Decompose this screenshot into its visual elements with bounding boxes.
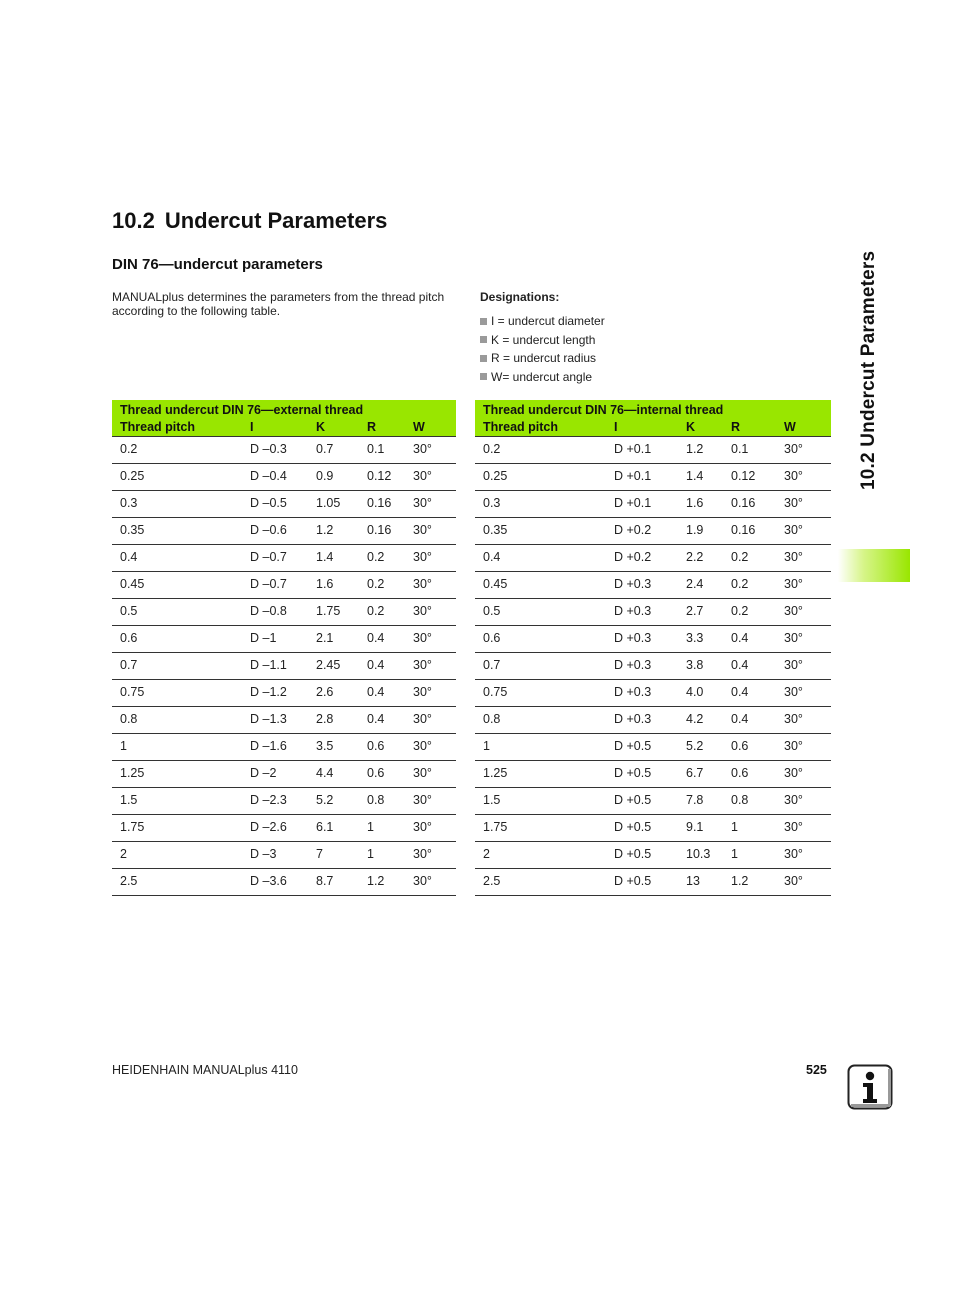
table-cell: D –3	[242, 842, 308, 869]
square-bullet-icon	[480, 318, 487, 325]
table-cell: 1	[723, 842, 776, 869]
table-row	[475, 869, 831, 896]
table-cell: 30°	[405, 545, 456, 572]
table-cell: D –0.7	[242, 545, 308, 572]
table-cell: 1.6	[308, 572, 359, 599]
table-cell: 2.5	[112, 869, 242, 896]
table-cell: 0.8	[475, 707, 606, 734]
table-cell: 6.7	[678, 761, 723, 788]
designation-item	[480, 349, 830, 368]
table-row	[112, 491, 456, 518]
table-cell: 30°	[776, 572, 831, 599]
table-cell: 30°	[776, 707, 831, 734]
table-cell: D +0.2	[606, 545, 678, 572]
table-cell: 30°	[776, 653, 831, 680]
table-cell: 0.12	[359, 464, 405, 491]
table-row	[475, 842, 831, 869]
table-cell: D +0.1	[606, 464, 678, 491]
table-cell: 4.4	[308, 761, 359, 788]
table-cell: 0.4	[475, 545, 606, 572]
table-cell: 0.16	[359, 491, 405, 518]
table-cell: 2.1	[308, 626, 359, 653]
table-cell: D +0.5	[606, 761, 678, 788]
table-cell: D –0.6	[242, 518, 308, 545]
table-cell: 30°	[405, 437, 456, 464]
table-cell: D +0.3	[606, 626, 678, 653]
designation-item	[480, 312, 830, 331]
table-cell: 30°	[405, 707, 456, 734]
table-cell: 13	[678, 869, 723, 896]
table-cell: 0.2	[723, 572, 776, 599]
table-cell: 1	[112, 734, 242, 761]
table-cell: 0.2	[359, 545, 405, 572]
table-row	[112, 707, 456, 734]
table-cell: 30°	[776, 545, 831, 572]
table-cell: 0.2	[112, 437, 242, 464]
table-cell: 0.1	[359, 437, 405, 464]
table-cell: D –0.7	[242, 572, 308, 599]
designations-list	[480, 312, 830, 386]
table-cell: 30°	[405, 680, 456, 707]
table-cell: 0.3	[112, 491, 242, 518]
table-cell: 1.5	[112, 788, 242, 815]
table-row	[475, 464, 831, 491]
table-cell: 0.3	[475, 491, 606, 518]
table-row	[475, 626, 831, 653]
table-cell: 30°	[776, 761, 831, 788]
designation-text: I = undercut diameter	[491, 314, 605, 329]
chapter-tab-marker	[838, 549, 910, 582]
table-caption: Thread undercut DIN 76—external thread	[112, 400, 456, 418]
table-cell: 0.35	[475, 518, 606, 545]
table-cell: 30°	[776, 518, 831, 545]
table-row	[112, 437, 456, 464]
footer-product-name: HEIDENHAIN MANUALplus 4110	[112, 1063, 298, 1077]
table-cell: 30°	[776, 815, 831, 842]
table-cell: 0.8	[112, 707, 242, 734]
table-cell: 30°	[405, 734, 456, 761]
table-cell: 30°	[776, 464, 831, 491]
table-cell: 30°	[776, 869, 831, 896]
table-cell: D +0.3	[606, 599, 678, 626]
table-cell: D –1.2	[242, 680, 308, 707]
table-cell: 7.8	[678, 788, 723, 815]
table-cell: 2.6	[308, 680, 359, 707]
column-header: K	[678, 418, 723, 437]
table-cell: 0.16	[723, 491, 776, 518]
table-cell: 0.5	[475, 599, 606, 626]
table-cell: 30°	[405, 599, 456, 626]
section-number: 10.2	[112, 208, 155, 233]
table-cell: D +0.3	[606, 707, 678, 734]
table-cell: 30°	[405, 815, 456, 842]
table-cell: D –2	[242, 761, 308, 788]
table-cell: 1.4	[308, 545, 359, 572]
table-cell: 30°	[405, 869, 456, 896]
table-cell: 30°	[405, 491, 456, 518]
table-cell: 1	[359, 815, 405, 842]
table-row	[475, 680, 831, 707]
table-cell: 1.05	[308, 491, 359, 518]
table-cell: 30°	[405, 842, 456, 869]
table-cell: 1.4	[678, 464, 723, 491]
table-cell: 1.25	[112, 761, 242, 788]
page-number: 525	[806, 1063, 827, 1077]
table-cell: D +0.5	[606, 734, 678, 761]
table-row	[475, 437, 831, 464]
table-cell: 4.0	[678, 680, 723, 707]
table-cell: 1.2	[359, 869, 405, 896]
table-cell: 5.2	[308, 788, 359, 815]
table-cell: 30°	[776, 626, 831, 653]
table-cell: 0.4	[723, 680, 776, 707]
table-cell: 0.25	[475, 464, 606, 491]
table-cell: 30°	[405, 653, 456, 680]
column-header: R	[359, 418, 405, 437]
table-cell: D +0.3	[606, 653, 678, 680]
table-row	[475, 734, 831, 761]
table-cell: 0.45	[112, 572, 242, 599]
table-row	[475, 491, 831, 518]
table-cell: 1.6	[678, 491, 723, 518]
table-cell: 0.7	[308, 437, 359, 464]
table-cell: D +0.3	[606, 572, 678, 599]
table-cell: D +0.1	[606, 491, 678, 518]
table-cell: 0.9	[308, 464, 359, 491]
info-icon	[847, 1064, 893, 1110]
table-cell: D –1	[242, 626, 308, 653]
table-row	[475, 653, 831, 680]
square-bullet-icon	[480, 355, 487, 362]
table-cell: 1.2	[308, 518, 359, 545]
table-row	[112, 599, 456, 626]
table-caption: Thread undercut DIN 76—internal thread	[475, 400, 831, 418]
column-header: I	[242, 418, 308, 437]
table-cell: 0.4	[359, 626, 405, 653]
table-row	[475, 545, 831, 572]
table-cell: 30°	[405, 761, 456, 788]
table-cell: 30°	[776, 491, 831, 518]
table-row	[475, 707, 831, 734]
table-row	[475, 761, 831, 788]
table-cell: 0.4	[723, 707, 776, 734]
table-cell: 1	[359, 842, 405, 869]
column-header: Thread pitch	[112, 418, 242, 437]
designation-item	[480, 368, 830, 387]
table-cell: 1.5	[475, 788, 606, 815]
table-cell: 2.7	[678, 599, 723, 626]
table-cell: 0.4	[359, 707, 405, 734]
table-cell: 0.8	[359, 788, 405, 815]
table-cell: 2.8	[308, 707, 359, 734]
table-cell: 0.4	[359, 680, 405, 707]
table-cell: 0.25	[112, 464, 242, 491]
intro-paragraph: MANUALplus determines the parameters from the thread pitch according to the following table.	[112, 290, 445, 318]
table-cell: 1.25	[475, 761, 606, 788]
table-cell: 1.2	[678, 437, 723, 464]
table-cell: 0.16	[723, 518, 776, 545]
table-cell: 2.2	[678, 545, 723, 572]
table-cell: D +0.2	[606, 518, 678, 545]
table-cell: 3.3	[678, 626, 723, 653]
table-row	[475, 572, 831, 599]
table-cell: 30°	[776, 734, 831, 761]
table-cell: 0.4	[359, 653, 405, 680]
table-cell: 0.6	[723, 734, 776, 761]
table-cell: D –1.6	[242, 734, 308, 761]
table-row	[112, 788, 456, 815]
table-row	[112, 572, 456, 599]
table-cell: D +0.5	[606, 815, 678, 842]
table-cell: 0.75	[112, 680, 242, 707]
table-cell: 0.16	[359, 518, 405, 545]
table-cell: 0.75	[475, 680, 606, 707]
table-cell: 2.4	[678, 572, 723, 599]
table-cell: 30°	[405, 572, 456, 599]
table-cell: 0.6	[359, 761, 405, 788]
table-body	[112, 437, 456, 896]
table-cell: D +0.1	[606, 437, 678, 464]
table-cell: 30°	[776, 437, 831, 464]
table-cell: 1.75	[475, 815, 606, 842]
table-cell: 0.6	[475, 626, 606, 653]
table-cell: D –0.8	[242, 599, 308, 626]
table-cell: 30°	[405, 464, 456, 491]
table-row	[475, 599, 831, 626]
table-row	[112, 626, 456, 653]
table-row	[112, 761, 456, 788]
internal-thread-table	[475, 400, 831, 896]
table-cell: 8.7	[308, 869, 359, 896]
table-cell: 0.2	[475, 437, 606, 464]
table-cell: 2	[475, 842, 606, 869]
table-cell: D –0.3	[242, 437, 308, 464]
table-cell: 30°	[776, 599, 831, 626]
table-cell: 0.7	[112, 653, 242, 680]
table-cell: 6.1	[308, 815, 359, 842]
table-cell: 5.2	[678, 734, 723, 761]
table-cell: D +0.3	[606, 680, 678, 707]
table-body	[475, 437, 831, 896]
table-row	[475, 788, 831, 815]
table-cell: 0.12	[723, 464, 776, 491]
table-cell: 30°	[405, 788, 456, 815]
table-cell: 1.75	[308, 599, 359, 626]
table-cell: 30°	[776, 680, 831, 707]
table-cell: D –0.5	[242, 491, 308, 518]
table-cell: D –1.3	[242, 707, 308, 734]
table-cell: 0.8	[723, 788, 776, 815]
section-title-text: Undercut Parameters	[164, 208, 388, 233]
table-cell: 0.6	[723, 761, 776, 788]
table-row	[475, 518, 831, 545]
table-cell: D –0.4	[242, 464, 308, 491]
table-row	[112, 464, 456, 491]
table-cell: 1.2	[723, 869, 776, 896]
table-cell: 0.6	[112, 626, 242, 653]
table-row	[112, 734, 456, 761]
column-header: Thread pitch	[475, 418, 606, 437]
table-cell: D +0.5	[606, 788, 678, 815]
table-cell: 0.4	[723, 626, 776, 653]
table-row	[112, 815, 456, 842]
column-header: K	[308, 418, 359, 437]
table-cell: 0.6	[359, 734, 405, 761]
square-bullet-icon	[480, 336, 487, 343]
table-cell: 30°	[405, 626, 456, 653]
table-cell: 2.5	[475, 869, 606, 896]
table-cell: 0.7	[475, 653, 606, 680]
designations-title: Designations:	[480, 290, 560, 304]
section-title	[112, 208, 387, 234]
table-row	[475, 815, 831, 842]
table-cell: 9.1	[678, 815, 723, 842]
designation-item	[480, 331, 830, 350]
table-cell: 1.9	[678, 518, 723, 545]
table-cell: 0.1	[723, 437, 776, 464]
table-cell: 0.2	[359, 572, 405, 599]
column-header: W	[776, 418, 831, 437]
table-cell: 3.5	[308, 734, 359, 761]
table-row	[112, 842, 456, 869]
table-row	[112, 680, 456, 707]
table-cell: 0.4	[112, 545, 242, 572]
table-cell: 0.2	[723, 599, 776, 626]
designation-text: K = undercut length	[491, 332, 596, 347]
table-cell: D –2.6	[242, 815, 308, 842]
column-header: R	[723, 418, 776, 437]
table-cell: 30°	[405, 518, 456, 545]
table-cell: D +0.5	[606, 842, 678, 869]
table-cell: 1	[475, 734, 606, 761]
table-row	[112, 518, 456, 545]
table-cell: 0.2	[359, 599, 405, 626]
table-cell: 1.75	[112, 815, 242, 842]
table-row	[112, 653, 456, 680]
table-row	[112, 869, 456, 896]
table-cell: 0.4	[723, 653, 776, 680]
subsection-title: DIN 76—undercut parameters	[112, 256, 323, 273]
table-cell: 0.35	[112, 518, 242, 545]
column-header: I	[606, 418, 678, 437]
table-cell: 3.8	[678, 653, 723, 680]
table-cell: 30°	[776, 788, 831, 815]
table-cell: 0.45	[475, 572, 606, 599]
table-cell: 30°	[776, 842, 831, 869]
column-header: W	[405, 418, 456, 437]
table-cell: D –2.3	[242, 788, 308, 815]
table-cell: D –1.1	[242, 653, 308, 680]
designations-block	[480, 290, 830, 386]
square-bullet-icon	[480, 373, 487, 380]
table-row	[112, 545, 456, 572]
table-cell: 1	[723, 815, 776, 842]
table-cell: 0.2	[723, 545, 776, 572]
table-cell: 4.2	[678, 707, 723, 734]
external-thread-table	[112, 400, 456, 896]
table-cell: D –3.6	[242, 869, 308, 896]
table-cell: 0.5	[112, 599, 242, 626]
table-cell: 7	[308, 842, 359, 869]
designation-text: R = undercut radius	[491, 351, 597, 366]
table-cell: 2	[112, 842, 242, 869]
table-cell: 2.45	[308, 653, 359, 680]
designation-text: W= undercut angle	[491, 369, 593, 384]
table-cell: 10.3	[678, 842, 723, 869]
side-title-text: 10.2 Undercut Parameters	[858, 250, 879, 490]
table-cell: D +0.5	[606, 869, 678, 896]
